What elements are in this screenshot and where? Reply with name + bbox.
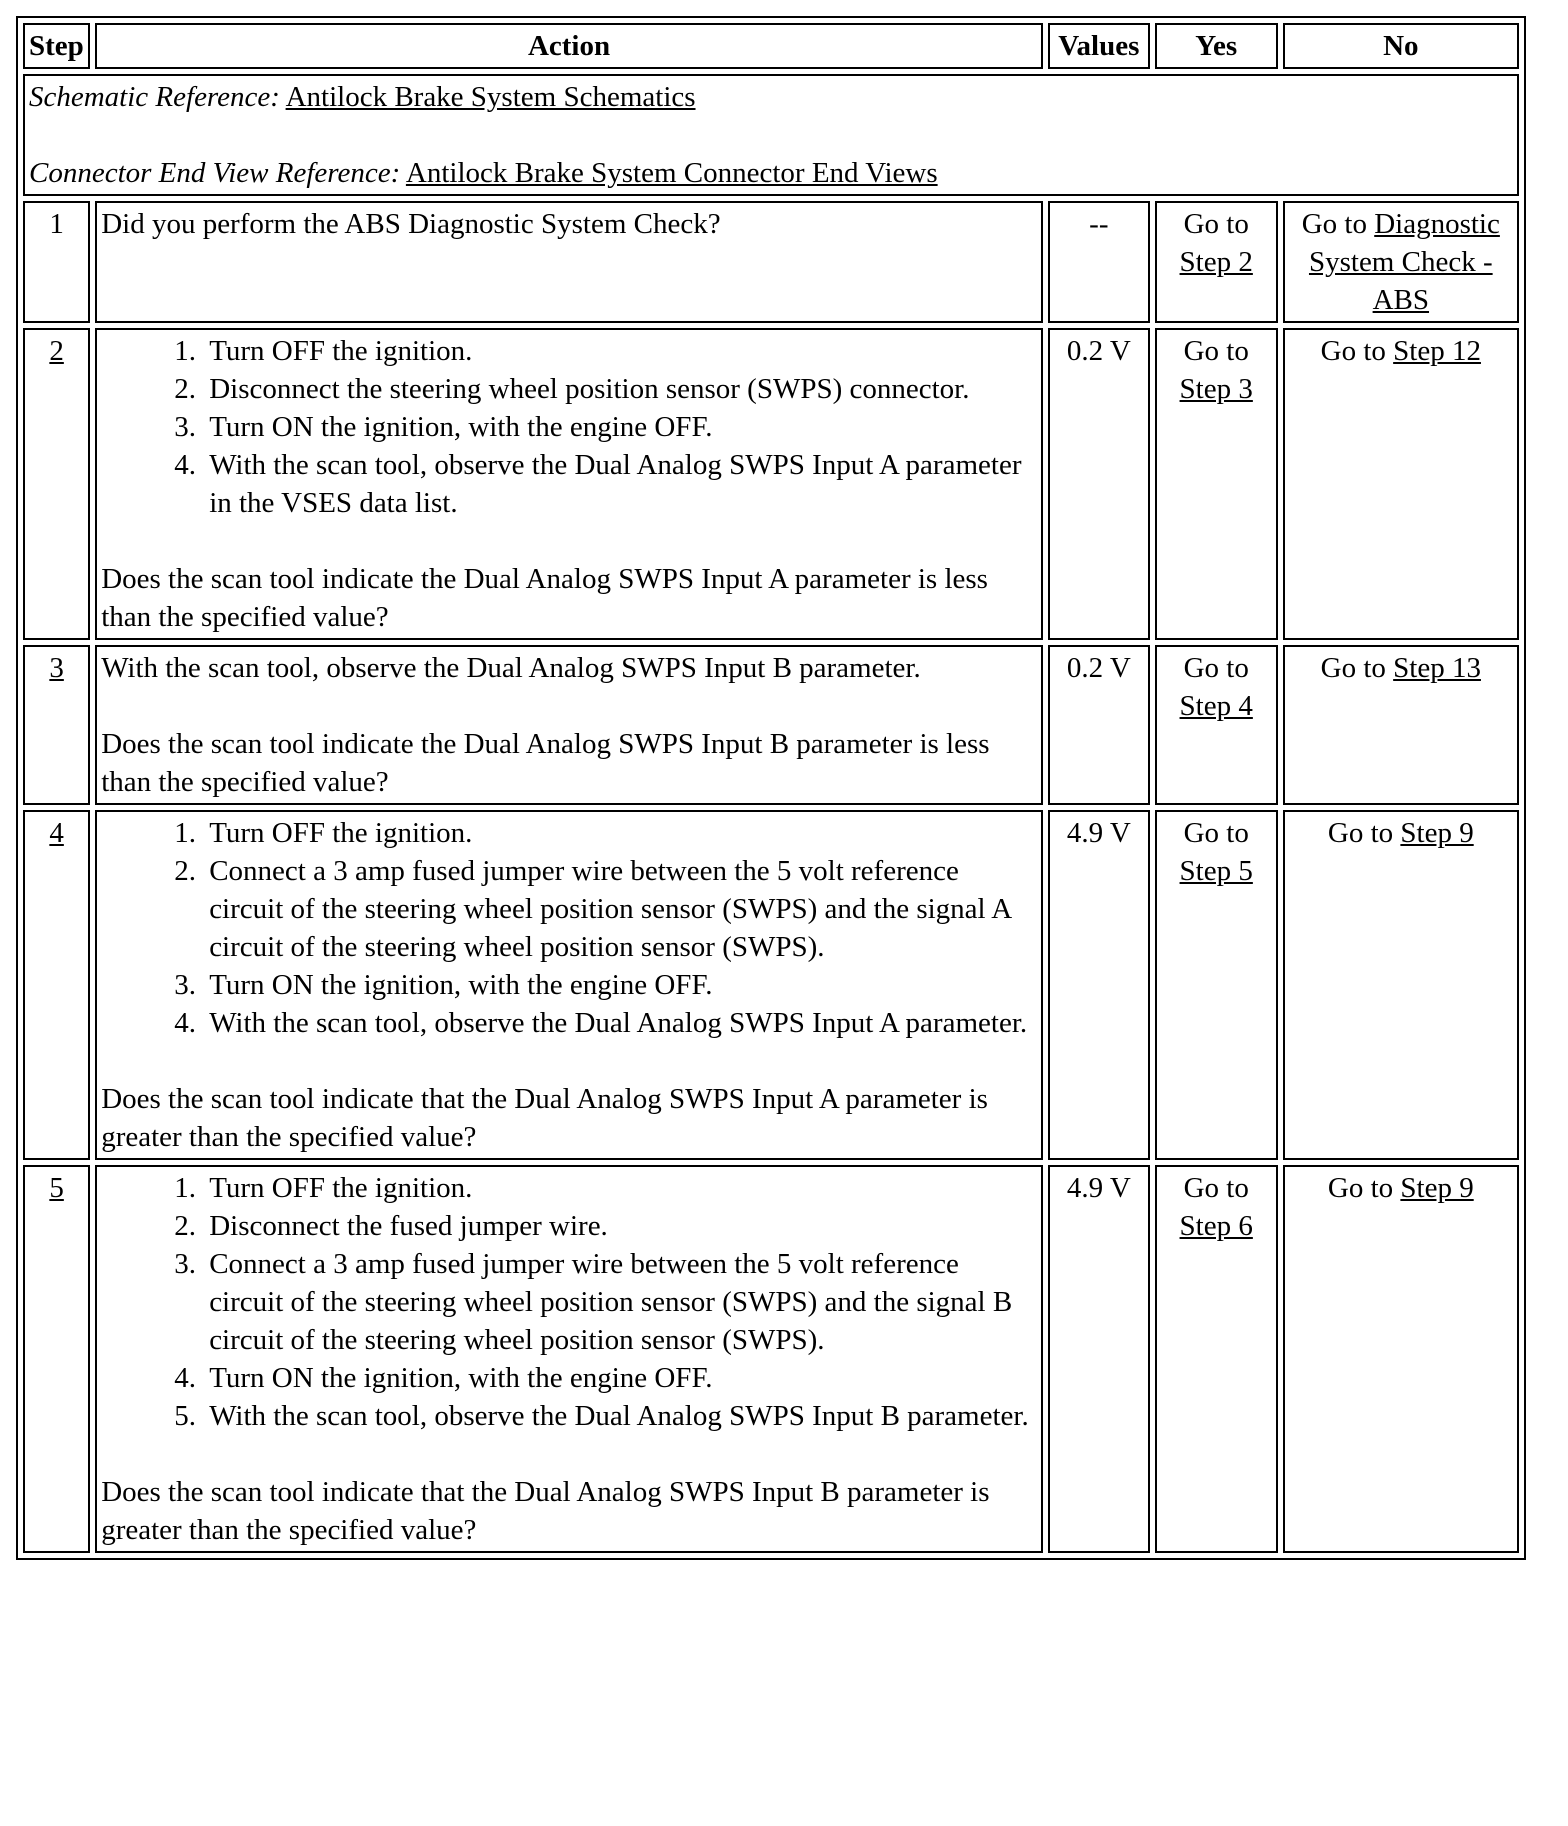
- action-item: 1. Turn OFF the ignition.: [203, 814, 1037, 852]
- value-cell: 4.9 V: [1048, 810, 1150, 1160]
- yes-prefix: Go to: [1183, 652, 1249, 684]
- yes-link[interactable]: Step 3: [1179, 373, 1253, 405]
- action-item: 1. Turn OFF the ignition.: [203, 332, 1037, 370]
- intro-text: With the scan tool, observe the Dual Analog SWPS Input B parameter.: [101, 652, 921, 684]
- action-cell: [95, 328, 1043, 640]
- value-cell: 0.2 V: [1048, 645, 1150, 805]
- yes-cell: [1155, 645, 1278, 805]
- diagnostic-table: [16, 16, 1526, 1560]
- action-cell: [95, 201, 1043, 323]
- action-item: 2. Disconnect the steering wheel position sensor (SWPS) connector.: [203, 370, 1037, 408]
- step-number-link[interactable]: 4: [49, 817, 64, 849]
- action-item: 3. Turn ON the ignition, with the engine OFF.: [203, 966, 1037, 1004]
- step-number-link[interactable]: 2: [49, 335, 64, 367]
- yes-cell: [1155, 328, 1278, 640]
- action-list: [101, 1169, 1037, 1435]
- action-item: 5. With the scan tool, observe the Dual Analog SWPS Input B parameter.: [203, 1397, 1037, 1435]
- value-cell: --: [1048, 201, 1150, 323]
- action-list: [101, 332, 1037, 522]
- action-cell: [95, 645, 1043, 805]
- no-prefix: Go to: [1327, 817, 1394, 849]
- question-text: Does the scan tool indicate that the Dual Analog SWPS Input B parameter is greater than the specified value?: [101, 1476, 990, 1546]
- yes-link[interactable]: Step 6: [1179, 1210, 1253, 1242]
- yes-prefix: Go to: [1183, 208, 1249, 240]
- no-prefix: Go to: [1301, 208, 1367, 240]
- yes-prefix: Go to: [1183, 335, 1249, 367]
- action-item: 4. With the scan tool, observe the Dual Analog SWPS Input A parameter in the VSES data list.: [203, 446, 1037, 522]
- header-step: Step: [23, 23, 90, 69]
- action-cell: [95, 1165, 1043, 1553]
- table-row: [23, 645, 1519, 805]
- schematic-reference-label: Schematic Reference:: [29, 81, 280, 113]
- action-item: 3. Turn ON the ignition, with the engine OFF.: [203, 408, 1037, 446]
- no-link[interactable]: Step 9: [1400, 1172, 1474, 1204]
- question-text: Does the scan tool indicate the Dual Analog SWPS Input B parameter is less than the specified value?: [101, 728, 990, 798]
- no-link[interactable]: Step 12: [1393, 335, 1481, 367]
- action-list: [101, 814, 1037, 1042]
- step-number-link[interactable]: 3: [49, 652, 64, 684]
- action-item: 4. Turn ON the ignition, with the engine OFF.: [203, 1359, 1037, 1397]
- table-row: [23, 201, 1519, 323]
- yes-link[interactable]: Step 5: [1179, 855, 1253, 887]
- no-link[interactable]: Diagnostic System Check - ABS: [1308, 208, 1500, 316]
- yes-prefix: Go to: [1183, 1172, 1249, 1204]
- no-prefix: Go to: [1320, 652, 1386, 684]
- header-row: [23, 23, 1519, 69]
- action-item: 4. With the scan tool, observe the Dual Analog SWPS Input A parameter.: [203, 1004, 1037, 1042]
- no-cell: [1283, 645, 1519, 805]
- action-cell: [95, 810, 1043, 1160]
- action-item: 2. Disconnect the fused jumper wire.: [203, 1207, 1037, 1245]
- schematic-reference-link[interactable]: Antilock Brake System Schematics: [285, 81, 696, 113]
- question-text: Did you perform the ABS Diagnostic System Check?: [101, 208, 721, 240]
- action-item: 1. Turn OFF the ignition.: [203, 1169, 1037, 1207]
- question-text: Does the scan tool indicate the Dual Analog SWPS Input A parameter is less than the specified value?: [101, 563, 988, 633]
- step-number-cell: [23, 810, 90, 1160]
- yes-link[interactable]: Step 2: [1179, 246, 1253, 278]
- no-link[interactable]: Step 9: [1400, 817, 1474, 849]
- yes-link[interactable]: Step 4: [1179, 690, 1253, 722]
- header-action: Action: [95, 23, 1043, 69]
- yes-cell: [1155, 810, 1278, 1160]
- no-cell: [1283, 810, 1519, 1160]
- yes-prefix: Go to: [1183, 817, 1249, 849]
- step-number-link[interactable]: 5: [49, 1172, 64, 1204]
- no-cell: [1283, 201, 1519, 323]
- action-item: 3. Connect a 3 amp fused jumper wire between the 5 volt reference circuit of the steering wheel position sensor (SWPS) and the signal B circuit of the steering wheel position sensor (SWPS).: [203, 1245, 1037, 1359]
- action-item: 2. Connect a 3 amp fused jumper wire between the 5 volt reference circuit of the steering wheel position sensor (SWPS) and the signal A circuit of the steering wheel position sensor (SWPS).: [203, 852, 1037, 966]
- header-yes: Yes: [1155, 23, 1278, 69]
- table-row: [23, 1165, 1519, 1553]
- no-prefix: Go to: [1327, 1172, 1394, 1204]
- no-link[interactable]: Step 13: [1393, 652, 1481, 684]
- header-no: No: [1283, 23, 1519, 69]
- reference-row: [23, 74, 1519, 196]
- table-row: [23, 810, 1519, 1160]
- no-cell: [1283, 328, 1519, 640]
- header-values: Values: [1048, 23, 1150, 69]
- step-number-cell: [23, 645, 90, 805]
- diagnostic-page: [16, 16, 1526, 1560]
- step-number: 1: [23, 201, 90, 323]
- yes-cell: [1155, 201, 1278, 323]
- yes-cell: [1155, 1165, 1278, 1553]
- no-prefix: Go to: [1320, 335, 1386, 367]
- value-cell: 0.2 V: [1048, 328, 1150, 640]
- step-number-cell: [23, 328, 90, 640]
- no-cell: [1283, 1165, 1519, 1553]
- step-number-cell: [23, 1165, 90, 1553]
- connector-reference-link[interactable]: Antilock Brake System Connector End Views: [405, 157, 938, 189]
- table-row: [23, 328, 1519, 640]
- value-cell: 4.9 V: [1048, 1165, 1150, 1553]
- reference-cell: [23, 74, 1519, 196]
- connector-reference-label: Connector End View Reference:: [29, 157, 401, 189]
- question-text: Does the scan tool indicate that the Dual Analog SWPS Input A parameter is greater than the specified value?: [101, 1083, 988, 1153]
